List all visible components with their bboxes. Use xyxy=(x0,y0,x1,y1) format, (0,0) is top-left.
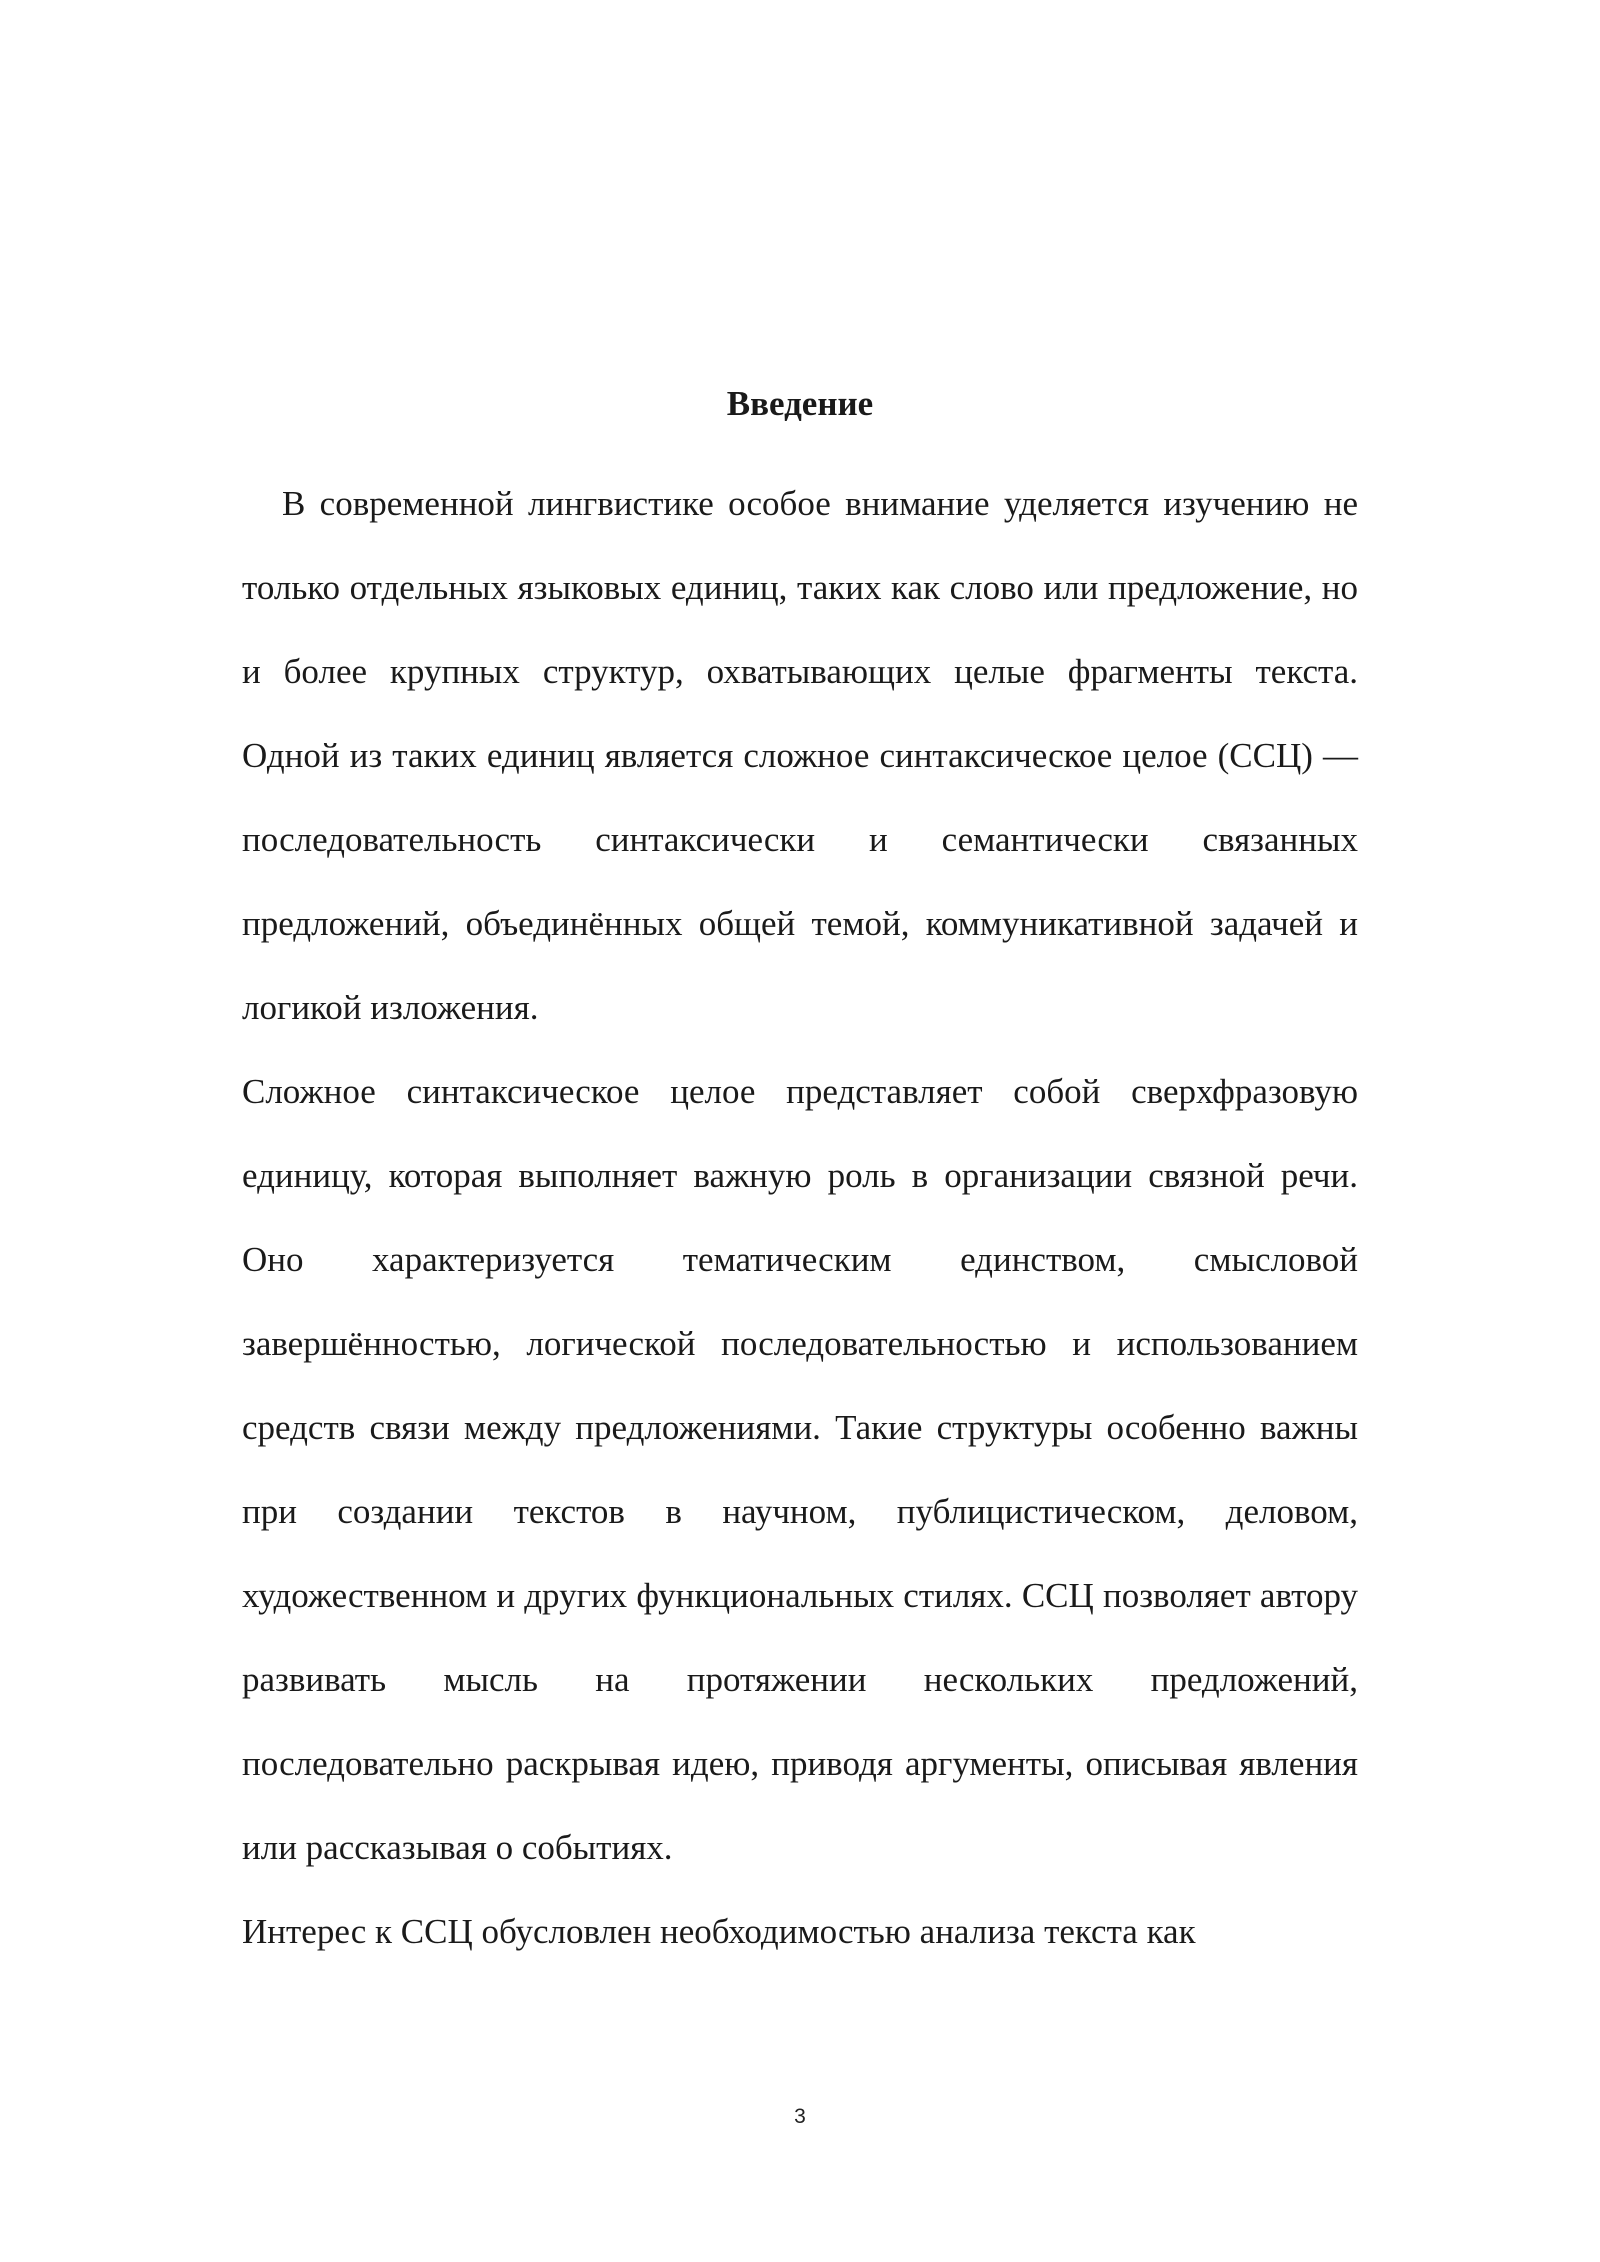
paragraph-2: Сложное синтаксическое целое представляет собой сверхфразовую единицу, которая выполняет важную роль в организации связной речи. Оно характеризуется тематическим единством, смысловой завершённостью, логической последовательностью и использованием средств связи между предложениями. Такие структуры особенно важны при создании текстов в научном, публицистическом, деловом, художественном и других функциональных стилях. ССЦ позволяет автору развивать мысль на протяжении нескольких предложений, последовательно раскрывая идею, приводя аргументы, описывая явления или рассказывая о событиях. xyxy=(242,1072,1358,1867)
paragraph-3: Интерес к ССЦ обусловлен необходимостью анализа текста как xyxy=(242,1912,1196,1951)
paragraph-1: В современной лингвистике особое внимание уделяется изучению не только отдельных языковых единиц, таких как слово или предложение, но и более крупных структур, охватывающих целые фрагменты текста. Одной из таких единиц является сложное синтаксическое целое (ССЦ) — последовательность синтаксически и семантически связанных предложений, объединённых общей темой, коммуникативной задачей и логикой изложения. xyxy=(242,484,1358,1027)
body-text xyxy=(242,462,1358,1974)
page-title: Введение xyxy=(726,384,874,423)
page-number: 3 xyxy=(794,2105,806,2128)
